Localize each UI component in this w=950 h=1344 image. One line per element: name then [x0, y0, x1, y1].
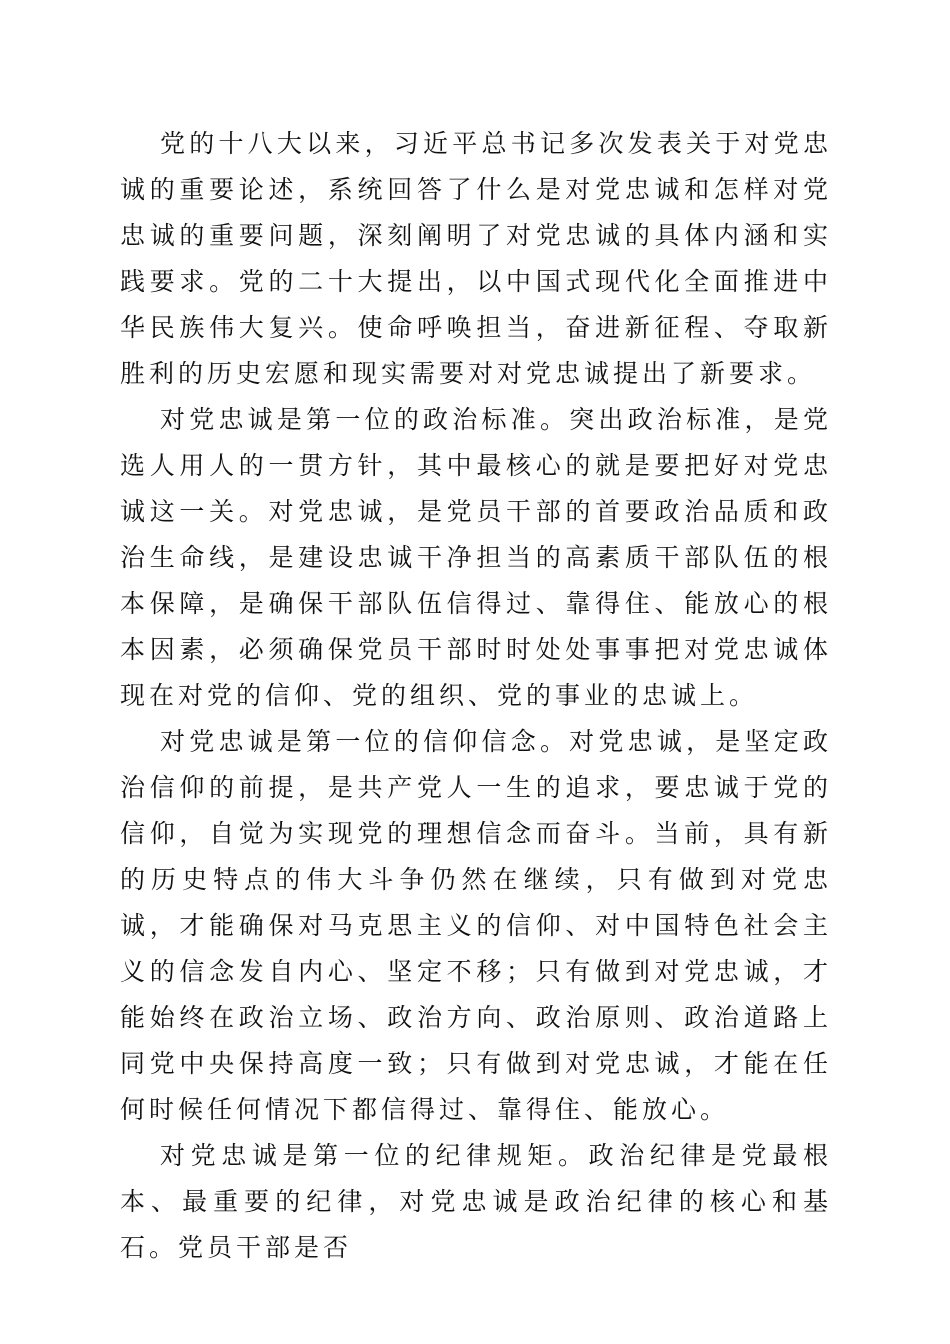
document-body [120, 121, 832, 1271]
paragraph-belief: 对党忠诚是第一位的信仰信念。对党忠诚，是坚定政治信仰的前提，是共产党人一生的追求，要忠诚于党的信仰，自觉为实现党的理想信念而奋斗。当前，具有新的历史特点的伟大斗争仍然在继续，只有做到对党忠诚，才能确保对马克思主义的信仰、对中国特色社会主义的信念发自内心、坚定不移；只有做到对党忠诚，才能始终在政治立场、政治方向、政治原则、政治道路上同党中央保持高度一致；只有做到对党忠诚，才能在任何时候任何情况下都信得过、靠得住、能放心。 [120, 727, 832, 1124]
paragraph-political-standard: 对党忠诚是第一位的政治标准。突出政治标准，是党选人用人的一贯方针，其中最核心的就是要把好对党忠诚这一关。对党忠诚，是党员干部的首要政治品质和政治生命线，是建设忠诚干净担当的高素质干部队伍的根本保障，是确保干部队伍信得过、靠得住、能放心的根本因素，必须确保党员干部时时处处事事把对党忠诚体现在对党的信仰、党的组织、党的事业的忠诚上。 [120, 405, 832, 710]
paragraph-intro: 党的十八大以来，习近平总书记多次发表关于对党忠诚的重要论述，系统回答了什么是对党忠诚和怎样对党忠诚的重要问题，深刻阐明了对党忠诚的具体内涵和实践要求。党的二十大提出，以中国式现代化全面推进中华民族伟大复兴。使命呼唤担当，奋进新征程、夺取新胜利的历史宏愿和现实需要对对党忠诚提出了新要求。 [120, 129, 832, 388]
paragraph-discipline: 对党忠诚是第一位的纪律规矩。政治纪律是党最根本、最重要的纪律，对党忠诚是政治纪律的核心和基石。党员干部是否 [120, 1141, 832, 1262]
